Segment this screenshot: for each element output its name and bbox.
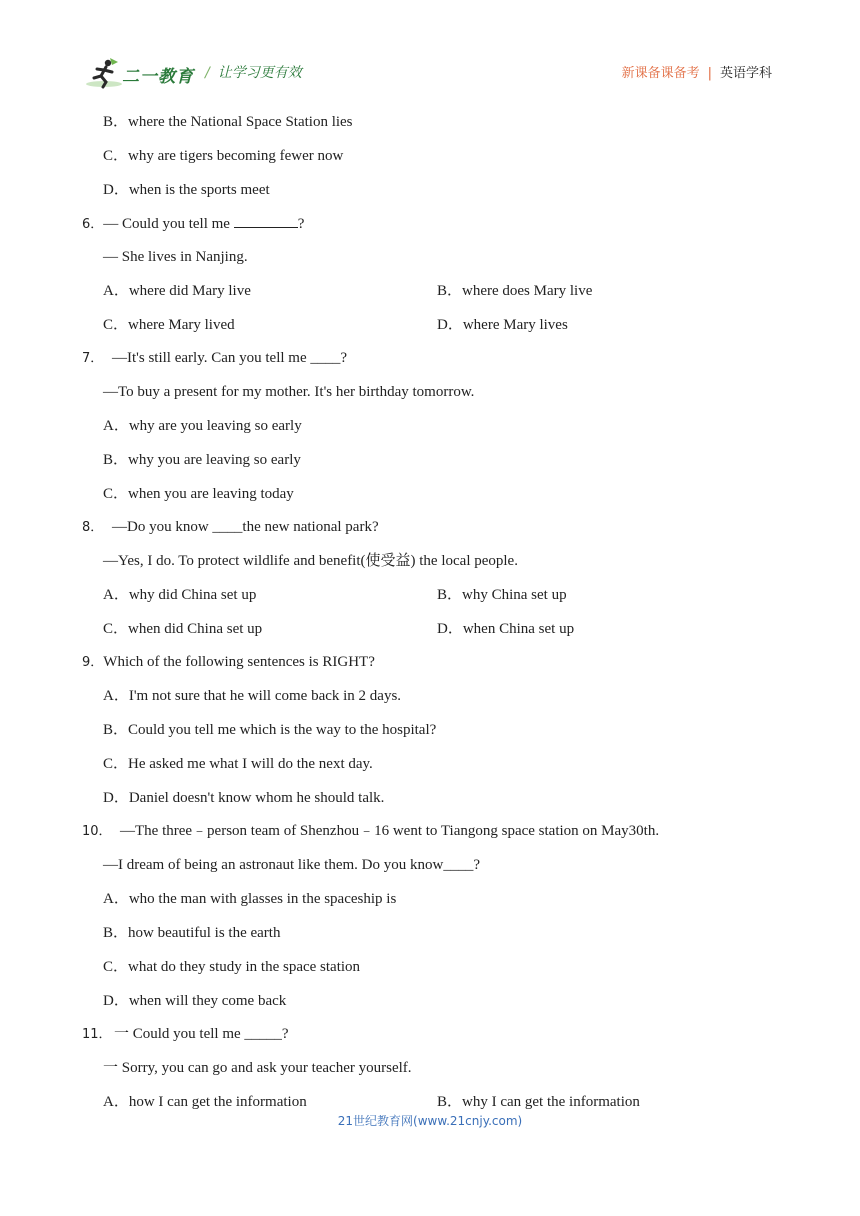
option-line: C．where Mary lived [103, 317, 235, 333]
question-8 [82, 517, 379, 538]
dialogue-reply: — She lives in Nanjing. [103, 249, 248, 265]
option-line: B．how beautiful is the earth [103, 925, 281, 941]
question-text: —It's still early. Can you tell me ____? [112, 350, 348, 366]
option-line: C．why are tigers becoming fewer now [103, 148, 344, 164]
dialogue-reply: —Yes, I do. To protect wildlife and benefit(使受益) the local people. [103, 553, 518, 569]
question-text: —Do you know ____the new national park? [112, 519, 379, 535]
option-line: C．when you are leaving today [103, 486, 294, 502]
option-line: D．when is the sports meet [103, 182, 270, 198]
option-line: D．where Mary lives [437, 317, 568, 333]
question-number: 11． [82, 1027, 112, 1042]
question-text: 一 Could you tell me _____? [114, 1026, 289, 1042]
question-9 [82, 652, 375, 673]
header-separator: | [707, 66, 712, 81]
question-number: 10． [82, 824, 112, 839]
question-10 [82, 821, 659, 842]
option-line: A．where did Mary live [103, 283, 251, 299]
dialogue-reply: 一 Sorry, you can go and ask your teacher yourself. [103, 1060, 412, 1076]
question-text: Which of the following sentences is RIGHT? [103, 654, 375, 670]
dialogue-reply: —To buy a present for my mother. It's her birthday tomorrow. [103, 384, 475, 400]
dialogue-reply: —I dream of being an astronaut like them. Do you know____? [103, 857, 480, 873]
option-line: B．why China set up [437, 587, 567, 603]
question-7 [82, 348, 347, 369]
question-6 [82, 213, 304, 235]
option-line: B．where the National Space Station lies [103, 114, 353, 130]
option-line: A．I'm not sure that he will come back in 2 days. [103, 688, 402, 704]
option-line: B．why you are leaving so early [103, 452, 301, 468]
question-number: 8． [82, 520, 104, 535]
option-line: C．what do they study in the space station [103, 959, 361, 975]
course-label: 新课备课备考 [621, 66, 700, 81]
option-line: B．why I can get the information [437, 1094, 640, 1110]
option-line: A．who the man with glasses in the spaceship is [103, 891, 397, 907]
question-text-end: ? [297, 216, 305, 232]
answer-blank [234, 213, 298, 228]
question-number: 7． [82, 351, 104, 366]
page-header [0, 0, 860, 100]
question-number: 6． [82, 217, 104, 232]
question-text: — Could you tell me [103, 216, 234, 232]
question-11 [82, 1024, 289, 1045]
question-number: 9． [82, 655, 104, 670]
subject-label: 英语学科 [719, 66, 772, 81]
page-footer: 21世纪教育网(www.21cnjy.com) [337, 1114, 523, 1128]
option-line: B．where does Mary live [437, 283, 593, 299]
option-line: D．when will they come back [103, 993, 287, 1009]
option-line: A．why did China set up [103, 587, 257, 603]
option-line: B．Could you tell me which is the way to the hospital? [103, 722, 437, 738]
option-line: D．when China set up [437, 621, 575, 637]
option-line: A．how I can get the information [103, 1094, 307, 1110]
question-text: —The three﹣person team of Shenzhou﹣16 went to Tiangong space station on May30th. [120, 823, 660, 839]
slogan: / 让学习更有效 [205, 65, 302, 81]
option-line: D．Daniel doesn't know whom he should talk. [103, 790, 385, 806]
option-line: C．when did China set up [103, 621, 263, 637]
option-line: C．He asked me what I will do the next day. [103, 756, 373, 772]
option-line: A．why are you leaving so early [103, 418, 302, 434]
logo-text: 二一教育 [122, 67, 194, 87]
header-right [622, 62, 772, 81]
slogan-text: 让学习更有效 [217, 65, 302, 81]
